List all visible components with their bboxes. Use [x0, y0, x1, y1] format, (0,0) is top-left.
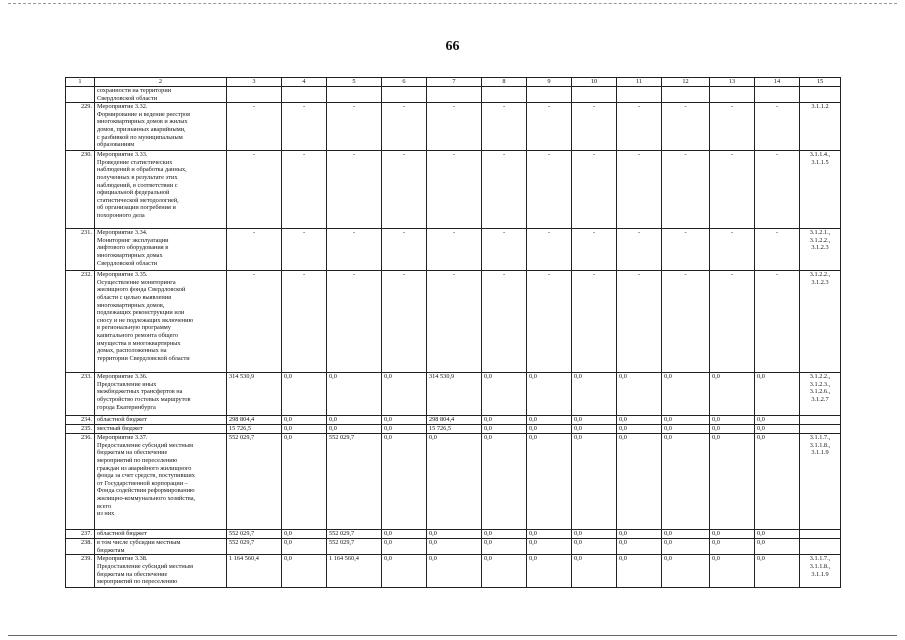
- target-indicator-reference: [800, 555, 841, 588]
- scan-top-edge: [8, 3, 897, 4]
- target-indicator-reference: [800, 229, 841, 271]
- value-cell-col-9: 0,0: [527, 530, 572, 539]
- budget-table: [65, 77, 841, 588]
- value-cell-col-12: 0,0: [662, 416, 710, 425]
- description-line: Проведение статистических: [97, 158, 173, 166]
- value-cell-col-9: 0,0: [527, 373, 572, 416]
- row-description: [95, 229, 227, 271]
- target-indicator-reference: [800, 434, 841, 530]
- value-cell-col-10: [572, 87, 617, 103]
- description-line: лифтового оборудования в: [97, 244, 169, 252]
- value-cell-col-14: -: [755, 103, 800, 151]
- reference-line: 3.1.2.2., 3.1.2.3: [809, 271, 831, 286]
- value-cell-col-8: 0,0: [482, 539, 527, 555]
- value-cell-col-7: 0,0: [427, 555, 482, 588]
- target-indicator-reference: [800, 87, 841, 103]
- value-cell-col-11: 0,0: [617, 425, 662, 434]
- value-cell-col-11: -: [617, 229, 662, 271]
- value-cell-col-8: 0,0: [482, 416, 527, 425]
- row-description: [95, 416, 227, 425]
- description-line: обустройство гостевых маршрутов: [97, 395, 191, 403]
- column-number-header-row: [66, 78, 841, 87]
- description-line: Мероприятие 3.38.: [97, 555, 148, 563]
- target-indicator-reference: [800, 539, 841, 555]
- table-row: [66, 229, 841, 271]
- value-cell-col-6: 0,0: [382, 373, 427, 416]
- table-row: [66, 271, 841, 373]
- value-cell-col-13: 0,0: [710, 416, 755, 425]
- row-description: [95, 87, 227, 103]
- description-line: города Екатеринбурга: [97, 403, 156, 411]
- value-cell-col-3: 314 530,9: [227, 373, 282, 416]
- column-number-11: 11: [617, 78, 662, 87]
- value-cell-col-10: -: [572, 151, 617, 229]
- value-cell-col-9: 0,0: [527, 434, 572, 530]
- value-cell-col-4: 0,0: [282, 373, 327, 416]
- description-line: Предоставление субсидий местным: [97, 562, 194, 570]
- row-description: [95, 539, 227, 555]
- value-cell-col-4: -: [282, 229, 327, 271]
- column-number-15: 15: [800, 78, 841, 87]
- row-description: [95, 425, 227, 434]
- value-cell-col-8: 0,0: [482, 555, 527, 588]
- description-line: Мониторинг эксплуатации: [97, 236, 169, 244]
- value-cell-col-4: -: [282, 103, 327, 151]
- column-number-7: 7: [427, 78, 482, 87]
- description-line: подлежащих реконструкции или: [97, 309, 185, 317]
- row-number: 230.: [66, 151, 95, 229]
- value-cell-col-3: -: [227, 103, 282, 151]
- table-row: [66, 539, 841, 555]
- description-line: Мероприятие 3.32.: [97, 103, 148, 111]
- value-cell-col-11: 0,0: [617, 530, 662, 539]
- value-cell-col-5: -: [327, 229, 382, 271]
- description-line: многоквартирных домов,: [97, 301, 165, 309]
- value-cell-col-14: -: [755, 271, 800, 373]
- value-cell-col-4: 0,0: [282, 416, 327, 425]
- target-indicator-reference: [800, 271, 841, 373]
- reference-line: 3.1.2.2., 3.1.2.3.,: [809, 373, 831, 388]
- row-description: [95, 151, 227, 229]
- row-number: 232.: [66, 271, 95, 373]
- value-cell-col-3: 1 164 560,4: [227, 555, 282, 588]
- value-cell-col-7: 0,0: [427, 539, 482, 555]
- description-line: статистической методологией,: [97, 196, 179, 204]
- reference-line: 3.1.1.4., 3.1.1.5: [809, 151, 831, 166]
- description-line: Мероприятие 3.35.: [97, 271, 148, 279]
- value-cell-col-3: -: [227, 229, 282, 271]
- reference-line: 3.1.1.9: [811, 449, 829, 457]
- description-line: Осуществление мониторинга: [97, 278, 176, 286]
- value-cell-col-9: -: [527, 271, 572, 373]
- value-cell-col-12: 0,0: [662, 434, 710, 530]
- value-cell-col-7: -: [427, 103, 482, 151]
- value-cell-col-8: -: [482, 271, 527, 373]
- target-indicator-reference: [800, 425, 841, 434]
- reference-line: 3.1.1.7., 3.1.1.8.,: [809, 555, 831, 570]
- value-cell-col-10: -: [572, 103, 617, 151]
- value-cell-col-6: 0,0: [382, 416, 427, 425]
- target-indicator-reference: [800, 416, 841, 425]
- value-cell-col-8: 0,0: [482, 530, 527, 539]
- value-cell-col-4: 0,0: [282, 555, 327, 588]
- value-cell-col-12: -: [662, 103, 710, 151]
- value-cell-col-11: [617, 87, 662, 103]
- value-cell-col-5: -: [327, 103, 382, 151]
- description-line: многоквартирных домах: [97, 251, 163, 259]
- description-line: фонда за счет средств, поступивших: [97, 472, 195, 480]
- value-cell-col-5: 552 029,7: [327, 530, 382, 539]
- row-description: [95, 434, 227, 530]
- description-line: области с целью выявления: [97, 293, 172, 301]
- value-cell-col-5: 0,0: [327, 416, 382, 425]
- table-row: [66, 373, 841, 416]
- value-cell-col-9: -: [527, 151, 572, 229]
- column-number-6: 6: [382, 78, 427, 87]
- value-cell-col-14: 0,0: [755, 539, 800, 555]
- value-cell-col-8: -: [482, 229, 527, 271]
- value-cell-col-6: 0,0: [382, 530, 427, 539]
- description-line: областной бюджет: [97, 416, 147, 424]
- description-line: Формирование и ведение реестров: [97, 110, 191, 118]
- value-cell-col-13: 0,0: [710, 530, 755, 539]
- value-cell-col-11: 0,0: [617, 373, 662, 416]
- value-cell-col-14: -: [755, 151, 800, 229]
- value-cell-col-13: -: [710, 271, 755, 373]
- row-number: 233.: [66, 373, 95, 416]
- value-cell-col-7: -: [427, 271, 482, 373]
- value-cell-col-3: -: [227, 271, 282, 373]
- description-line: территории Свердловской области: [97, 354, 190, 362]
- description-line: из них: [97, 510, 115, 518]
- value-cell-col-4: 0,0: [282, 434, 327, 530]
- description-line: в том числе субсидии местным: [97, 539, 181, 547]
- table-row: [66, 434, 841, 530]
- description-line: домов, признанных аварийными,: [97, 125, 186, 133]
- value-cell-col-7: 15 726,5: [427, 425, 482, 434]
- column-number-2: 2: [95, 78, 227, 87]
- description-line: мероприятий по переселению: [97, 578, 178, 586]
- value-cell-col-10: 0,0: [572, 539, 617, 555]
- value-cell-col-12: -: [662, 229, 710, 271]
- description-line: домах, расположенных на: [97, 347, 167, 355]
- column-number-14: 14: [755, 78, 800, 87]
- value-cell-col-13: 0,0: [710, 434, 755, 530]
- value-cell-col-13: 0,0: [710, 425, 755, 434]
- row-number: 234.: [66, 416, 95, 425]
- description-line: бюджетам на обеспечение: [97, 570, 168, 578]
- description-line: с разбивкой по муниципальным: [97, 133, 183, 141]
- scan-bottom-edge: [8, 635, 897, 636]
- value-cell-col-13: -: [710, 229, 755, 271]
- value-cell-col-5: 0,0: [327, 373, 382, 416]
- value-cell-col-6: 0,0: [382, 539, 427, 555]
- description-line: капитального ремонта общего: [97, 331, 178, 339]
- value-cell-col-11: 0,0: [617, 416, 662, 425]
- reference-line: 3.1.2.6., 3.1.2.7: [809, 388, 831, 403]
- reference-line: 3.1.1.2: [811, 103, 829, 111]
- value-cell-col-8: -: [482, 103, 527, 151]
- target-indicator-reference: [800, 373, 841, 416]
- reference-line: 3.1.1.9: [811, 570, 829, 578]
- description-line: бюджетам на обеспечение: [97, 449, 168, 457]
- row-number: [66, 87, 95, 103]
- description-line: имущества в многоквартирных: [97, 339, 181, 347]
- column-number-9: 9: [527, 78, 572, 87]
- value-cell-col-13: -: [710, 103, 755, 151]
- description-line: местный бюджет: [97, 425, 143, 433]
- column-number-4: 4: [282, 78, 327, 87]
- value-cell-col-14: 0,0: [755, 530, 800, 539]
- row-number: 235.: [66, 425, 95, 434]
- target-indicator-reference: [800, 103, 841, 151]
- value-cell-col-3: 552 029,7: [227, 530, 282, 539]
- value-cell-col-5: 0,0: [327, 425, 382, 434]
- value-cell-col-4: -: [282, 151, 327, 229]
- description-line: Свердловской области: [97, 259, 158, 267]
- value-cell-col-13: 0,0: [710, 555, 755, 588]
- description-line: Мероприятие 3.34.: [97, 229, 148, 237]
- row-description: [95, 271, 227, 373]
- value-cell-col-11: -: [617, 271, 662, 373]
- value-cell-col-11: 0,0: [617, 434, 662, 530]
- description-line: Фонда содействия реформированию: [97, 487, 195, 495]
- description-line: наблюдений и обработка данных,: [97, 166, 187, 174]
- value-cell-col-11: -: [617, 151, 662, 229]
- value-cell-col-7: -: [427, 151, 482, 229]
- value-cell-col-5: [327, 87, 382, 103]
- row-description: [95, 555, 227, 588]
- value-cell-col-3: 552 029,7: [227, 434, 282, 530]
- value-cell-col-3: [227, 87, 282, 103]
- value-cell-col-7: [427, 87, 482, 103]
- description-line: Предоставление субсидий местным: [97, 441, 194, 449]
- description-line: об организации погребения и: [97, 204, 176, 212]
- row-number: 237.: [66, 530, 95, 539]
- value-cell-col-13: 0,0: [710, 373, 755, 416]
- description-line: бюджетам: [97, 546, 125, 554]
- value-cell-col-13: -: [710, 151, 755, 229]
- page-number: 66: [445, 39, 460, 54]
- value-cell-col-7: 314 530,9: [427, 373, 482, 416]
- description-line: сохранности на территории: [97, 87, 172, 94]
- value-cell-col-8: 0,0: [482, 373, 527, 416]
- description-line: в региональную программу: [97, 324, 171, 332]
- target-indicator-reference: [800, 151, 841, 229]
- description-line: жилищного фонда Свердловской: [97, 286, 186, 294]
- column-number-3: 3: [227, 78, 282, 87]
- target-indicator-reference: [800, 530, 841, 539]
- value-cell-col-8: 0,0: [482, 425, 527, 434]
- value-cell-col-12: 0,0: [662, 539, 710, 555]
- value-cell-col-9: 0,0: [527, 416, 572, 425]
- description-line: сносу и не подлежащих включению: [97, 316, 194, 324]
- description-line: Мероприятие 3.36.: [97, 373, 148, 381]
- value-cell-col-4: [282, 87, 327, 103]
- value-cell-col-14: 0,0: [755, 555, 800, 588]
- value-cell-col-8: 0,0: [482, 434, 527, 530]
- value-cell-col-3: 552 029,7: [227, 539, 282, 555]
- value-cell-col-9: -: [527, 103, 572, 151]
- table-row: [66, 151, 841, 229]
- table-row: [66, 87, 841, 103]
- value-cell-col-6: -: [382, 103, 427, 151]
- description-line: похоронного дела: [97, 211, 145, 219]
- description-line: полученных в результате этих: [97, 173, 178, 181]
- description-line: межбюджетных трансфертов на: [97, 388, 183, 396]
- value-cell-col-7: 298 804,4: [427, 416, 482, 425]
- value-cell-col-5: -: [327, 271, 382, 373]
- value-cell-col-11: 0,0: [617, 555, 662, 588]
- value-cell-col-14: 0,0: [755, 373, 800, 416]
- value-cell-col-9: 0,0: [527, 425, 572, 434]
- value-cell-col-13: [710, 87, 755, 103]
- description-line: всего: [97, 502, 112, 510]
- value-cell-col-13: 0,0: [710, 539, 755, 555]
- value-cell-col-9: -: [527, 229, 572, 271]
- row-number: 236.: [66, 434, 95, 530]
- value-cell-col-10: 0,0: [572, 530, 617, 539]
- value-cell-col-12: -: [662, 151, 710, 229]
- value-cell-col-14: 0,0: [755, 416, 800, 425]
- value-cell-col-14: -: [755, 229, 800, 271]
- value-cell-col-5: 552 029,7: [327, 539, 382, 555]
- value-cell-col-12: 0,0: [662, 373, 710, 416]
- value-cell-col-12: 0,0: [662, 530, 710, 539]
- reference-line: 3.1.1.7., 3.1.1.8.,: [809, 434, 831, 449]
- value-cell-col-12: [662, 87, 710, 103]
- description-line: Мероприятие 3.37.: [97, 434, 148, 442]
- value-cell-col-3: 298 804,4: [227, 416, 282, 425]
- value-cell-col-12: 0,0: [662, 555, 710, 588]
- table-row: [66, 416, 841, 425]
- value-cell-col-9: 0,0: [527, 555, 572, 588]
- value-cell-col-7: 0,0: [427, 530, 482, 539]
- value-cell-col-10: 0,0: [572, 373, 617, 416]
- value-cell-col-10: -: [572, 271, 617, 373]
- value-cell-col-12: -: [662, 271, 710, 373]
- value-cell-col-6: [382, 87, 427, 103]
- value-cell-col-12: 0,0: [662, 425, 710, 434]
- value-cell-col-3: 15 726,5: [227, 425, 282, 434]
- value-cell-col-10: 0,0: [572, 416, 617, 425]
- value-cell-col-4: 0,0: [282, 425, 327, 434]
- row-number: 238.: [66, 539, 95, 555]
- row-description: [95, 373, 227, 416]
- value-cell-col-3: -: [227, 151, 282, 229]
- value-cell-col-10: -: [572, 229, 617, 271]
- value-cell-col-11: -: [617, 103, 662, 151]
- table-row: [66, 530, 841, 539]
- description-line: Мероприятие 3.33.: [97, 151, 148, 159]
- row-description: [95, 103, 227, 151]
- value-cell-col-14: 0,0: [755, 434, 800, 530]
- value-cell-col-6: -: [382, 151, 427, 229]
- description-line: жилищно-коммунального хозяйства,: [97, 494, 196, 502]
- description-line: Предоставление иных: [97, 380, 157, 388]
- value-cell-col-10: 0,0: [572, 425, 617, 434]
- column-number-12: 12: [662, 78, 710, 87]
- value-cell-col-5: -: [327, 151, 382, 229]
- value-cell-col-5: 1 164 560,4: [327, 555, 382, 588]
- value-cell-col-8: -: [482, 151, 527, 229]
- value-cell-col-7: -: [427, 229, 482, 271]
- value-cell-col-6: 0,0: [382, 555, 427, 588]
- value-cell-col-5: 552 029,7: [327, 434, 382, 530]
- value-cell-col-14: [755, 87, 800, 103]
- column-number-8: 8: [482, 78, 527, 87]
- row-number: 231.: [66, 229, 95, 271]
- description-line: граждан из аварийного жилищного: [97, 464, 192, 472]
- column-number-10: 10: [572, 78, 617, 87]
- column-number-13: 13: [710, 78, 755, 87]
- value-cell-col-10: 0,0: [572, 434, 617, 530]
- description-line: многоквартирных домов и жилых: [97, 118, 188, 126]
- description-line: областной бюджет: [97, 530, 147, 538]
- description-line: образованиям: [97, 141, 135, 149]
- value-cell-col-10: 0,0: [572, 555, 617, 588]
- column-number-1: 1: [66, 78, 95, 87]
- description-line: наблюдений, в соответствии с: [97, 181, 178, 189]
- value-cell-col-8: [482, 87, 527, 103]
- value-cell-col-7: 0,0: [427, 434, 482, 530]
- value-cell-col-4: 0,0: [282, 539, 327, 555]
- value-cell-col-6: 0,0: [382, 434, 427, 530]
- description-line: мероприятий по переселению: [97, 456, 178, 464]
- row-description: [95, 530, 227, 539]
- value-cell-col-4: -: [282, 271, 327, 373]
- description-line: от Государственной корпорации –: [97, 479, 188, 487]
- row-number: 239.: [66, 555, 95, 588]
- table-row: [66, 555, 841, 588]
- value-cell-col-11: 0,0: [617, 539, 662, 555]
- description-line: официальной федеральной: [97, 189, 170, 197]
- value-cell-col-6: -: [382, 271, 427, 373]
- reference-line: 3.1.2.1., 3.1.2.2.,: [809, 229, 831, 244]
- reference-line: 3.1.2.3: [811, 244, 829, 252]
- description-line: Свердловской области: [97, 94, 158, 102]
- value-cell-col-9: [527, 87, 572, 103]
- value-cell-col-6: -: [382, 229, 427, 271]
- table-row: [66, 103, 841, 151]
- value-cell-col-4: 0,0: [282, 530, 327, 539]
- value-cell-col-14: 0,0: [755, 425, 800, 434]
- value-cell-col-9: 0,0: [527, 539, 572, 555]
- column-number-5: 5: [327, 78, 382, 87]
- table-row: [66, 425, 841, 434]
- value-cell-col-6: 0,0: [382, 425, 427, 434]
- row-number: 229.: [66, 103, 95, 151]
